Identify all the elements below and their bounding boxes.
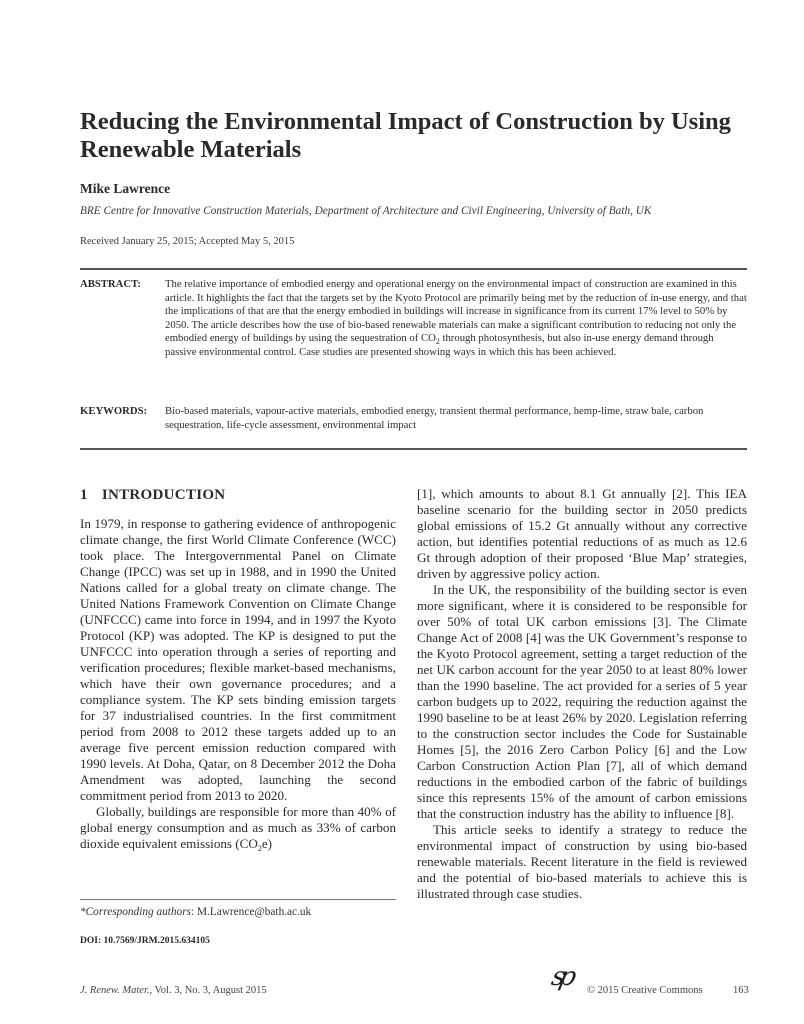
doi-link[interactable]: DOI: 10.7569/JRM.2015.634105 [80,936,210,946]
abstract-text-part: The relative importance of embodied energy and operational energy on the environmental impact of construction are examined in this article. It highlights the fact that the targets set by the Kyoto Protocol are primarily being met by the reduction of in-use energy, and that the implications of that are that the energy embodied in buildings will increase in significance from its current 17% level to 50% by 2050. The article describes how the use of bio-based renewable materials can make a significant contribution to reducing not only the embodied energy of buildings by using the sequestration of CO [165,278,747,345]
right-column [417,486,747,902]
co2-subscript: 2 [435,337,440,347]
journal-citation [80,985,267,996]
paragraph-text-part: Globally, buildings are responsible for more than 40% of global energy consumption and as much as 33% of carbon dioxide equivalent emissions (CO [80,804,396,851]
section-number: 1 [80,487,88,503]
footnote-separator: : [191,906,197,918]
footnote-rule [80,899,396,900]
publisher-logo-icon: sp [548,962,574,992]
abstract-text [165,278,747,360]
paragraph: This article seeks to identify a strategy to reduce the environmental impact of construction by using bio-based renewable materials. Recent literature in the field is reviewed and the potential of bio-based materials to achieve this is illustrated through case studies. [417,822,747,901]
keywords-bottom-rule [80,448,747,450]
author-affiliation: BRE Centre for Innovative Construction Materials, Department of Architecture and Civil Engineering, University of Bath, UK [80,205,652,217]
keywords-text: Bio-based materials, vapour-active materials, embodied energy, transient thermal performance, hemp-lime, straw bale, carbon sequestration, life-cycle assessment, environmental impact [165,405,704,431]
journal-issue: , Vol. 3, No. 3, August 2015 [149,985,267,996]
author-email-link[interactable]: M.Lawrence@bath.ac.uk [196,906,312,918]
paragraph: In the UK, the responsibility of the building sector is even more significant, where it is considered to be responsible for over 50% of total UK carbon emissions [3]. The Climate Change Act of 2008 [4] was the UK Government’s response to the Kyoto Protocol agreement, setting a target reduction of the net UK carbon account for the year 2050 to at least 80% lower than the 1990 baseline. The act provided for a series of 5 year carbon budgets up to 2022, requiring the reduction against the 1990 baseline to be at least 26% by 2020. Legislation referring to the construction sector includes the Code for Sustainable Homes [5], the 2016 Zero Carbon Policy [6] and the Low Carbon Construction Action Plan [7], all of which demand reductions in the embodied carbon of the fabric of buildings since this represents 15% of the amount of carbon emissions that the construction industry has the ability to influence [8]. [417,582,747,821]
co2-subscript: 2 [257,844,262,853]
received-accepted-dates: Received January 25, 2015; Accepted May 5, 2015 [80,236,295,247]
abstract-label: ABSTRACT: [80,278,141,290]
article-title: Reducing the Environmental Impact of Construction by Using Renewable Materials [80,108,731,163]
keywords-block [80,405,747,432]
keywords-label: KEYWORDS: [80,405,148,417]
corresponding-author-footnote [80,906,311,918]
copyright-notice: © 2015 Creative Commons [587,985,703,996]
paragraph [80,804,396,852]
paragraph-text-part: e) [261,836,273,851]
footnote-label: *Corresponding authors [80,906,191,918]
paragraph: [1], which amounts to about 8.1 Gt annually [2]. This IEA baseline scenario for the building sector in 2050 predicts global emissions of 15.2 Gt annually without any corrective action, but identifies potential reductions of as much as 12.6 Gt through adoption of their proposed ‘Blue Map’ strategies, driven by aggressive policy action. [417,486,747,581]
abstract-text-part: through photosynthesis, but also in-use energy demand through passive environmental control. Case studies are presented showing ways in which this has been achieved. [165,332,714,358]
section-heading [80,486,396,504]
paragraph: In 1979, in response to gathering evidence of anthropogenic climate change, the first World Climate Conference (WCC) took place. The Intergovernmental Panel on Climate Change (IPCC) was set up in 1988, and in 1990 the United Nations called for a global treaty on climate change. The United Nations Framework Convention on Climate Change (UNFCCC) came into force in 1994, and in 1997 the Kyoto Protocol (KP) was adopted. The KP is designed to put the UNFCCC into operation through a series of reporting and verification procedures; flexible market-based mechanisms, which have their own governance procedures; and a compliance system. The KP sets binding emission targets for 37 industrialised countries. In the first commitment period from 2008 to 2012 these targets added up to an average five percent emission reduction compared with 1990 levels. At Doha, Qatar, on 8 December 2012 the Doha Amendment was adopted, launching the second commitment period from 2013 to 2020. [80,516,396,803]
journal-name: J. Renew. Mater. [80,985,150,996]
left-column [80,486,396,852]
author-name: Mike Lawrence [80,181,171,196]
abstract-top-rule [80,268,747,270]
page-number: 163 [733,985,749,996]
abstract-block [80,278,747,360]
section-title: INTRODUCTION [101,487,226,503]
